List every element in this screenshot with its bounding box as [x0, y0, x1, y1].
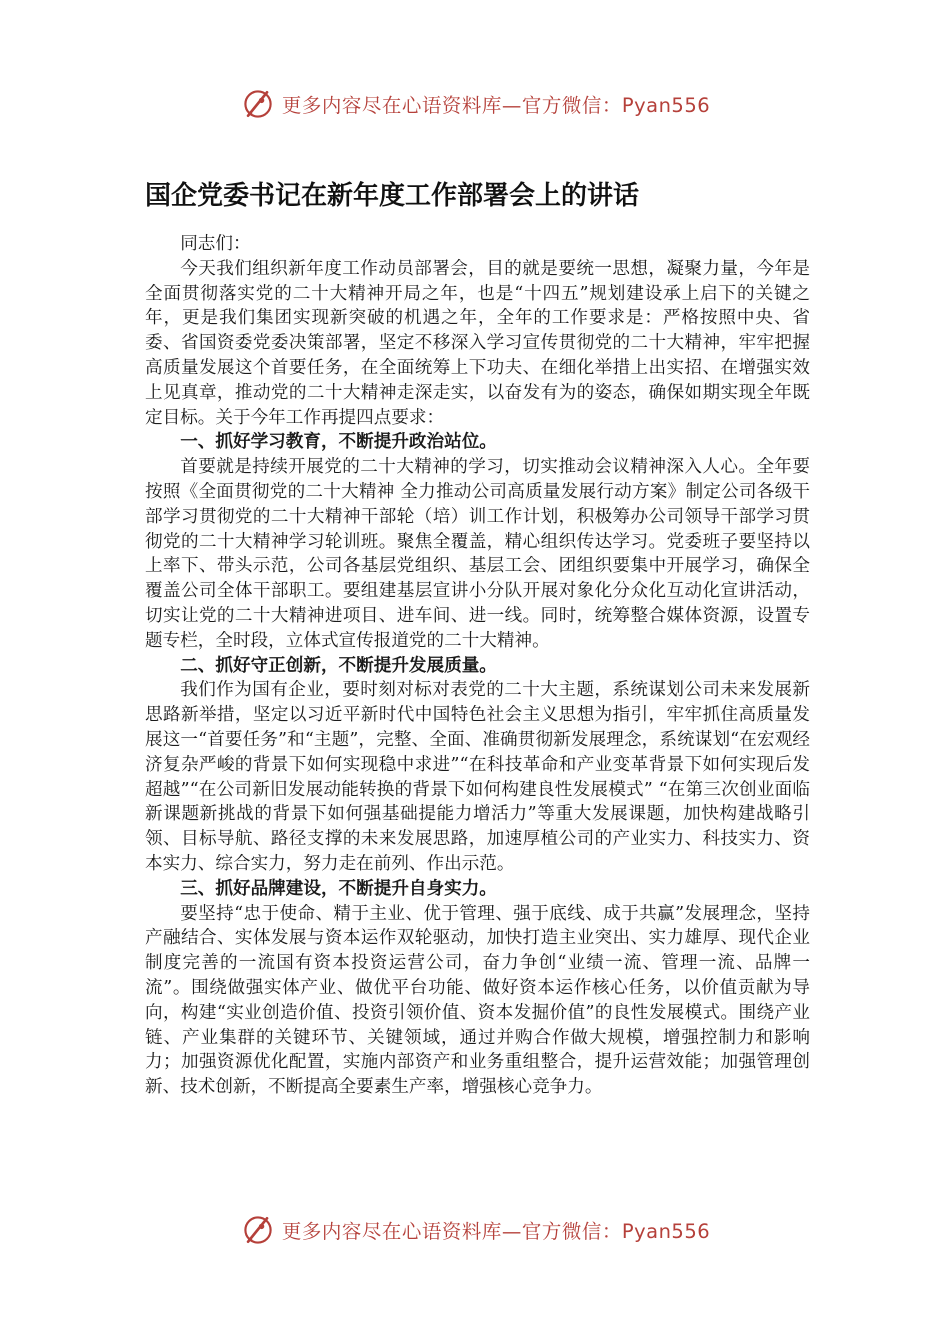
watermark-text: 更多内容尽在心语资料库—官方微信：Pyan556 — [281, 94, 711, 117]
section-heading: 一、抓好学习教育，不断提升政治站位。 — [180, 431, 497, 453]
watermark-text: 更多内容尽在心语资料库—官方微信：Pyan556 — [281, 1220, 711, 1243]
paragraph: 同志们： — [180, 234, 251, 254]
watermark-banner-top — [0, 84, 950, 124]
pen-logo-icon — [240, 1212, 276, 1248]
section-heading: 二、抓好守正创新，不断提升发展质量。 — [180, 654, 497, 676]
section-heading: 三、抓好品牌建设，不断提升自身实力。 — [180, 877, 497, 899]
document-page — [145, 178, 810, 1100]
paragraph: 今天我们组织新年度工作动员部署会，目的就是要统一思想，凝聚力量，今年是全面贯彻落实党的二十大精神开局之年，也是“十四五”规划建设承上启下的关键之年，更是我们集团实现新突破的机遇之年，全年的工作要求是：严格按照中央、省委、省国资委党委决策部署，坚定不移深入学习宣传贯彻党的二十大精神，牢牢把握高质量发展这个首要任务，在全面统筹上下功夫、在细化举措上出实招、在增强实效上见真章，推动党的二十大精神走深走实，以奋发有为的姿态，确保如期实现全年既定目标。关于今年工作再提四点要求： — [145, 258, 810, 428]
document-body — [145, 232, 810, 1100]
document-title: 国企党委书记在新年度工作部署会上的讲话 — [145, 181, 640, 211]
paragraph: 我们作为国有企业，要时刻对标对表党的二十大主题，系统谋划公司未来发展新思路新举措，坚定以习近平新时代中国特色社会主义思想为指引，牢牢抓住高质量发展这一“首要任务”和“主题”，完整、全面、准确贯彻新发展理念，系统谋划“在宏观经济复杂严峻的背景下如何实现稳中求进”“在科技革命和产业变革背景下如何实现后发超越”“在公司新旧发展动能转换的背景下如何构建良性发展模式” “在第三次创业面临新课题新挑战的背景下如何强基础提能力增活力”等重大发展课题，加快构建战略引领、目标导航、路径支撑的未来发展思路，加速厚植公司的产业实力、科技实力、资本实力、综合实力，努力走在前列、作出示范。 — [145, 680, 810, 874]
watermark-banner-bottom — [0, 1210, 950, 1250]
paragraph: 要坚持“忠于使命、精于主业、优于管理、强于底线、成于共赢”发展理念，坚持产融结合、实体发展与资本运作双轮驱动，加快打造主业突出、实力雄厚、现代企业制度完善的一流国有资本投资运营公司，奋力争创“业绩一流、管理一流、品牌一流”。围绕做强实体产业、做优平台功能、做好资本运作核心任务，以价值贡献为导向，构建“实业创造价值、投资引领价值、资本发掘价值”的良性发展模式。围绕产业链、产业集群的关键环节、关键领域，通过并购合作做大规模，增强控制力和影响力；加强资源优化配置，实施内部资产和业务重组整合，提升运营效能；加强管理创新、技术创新，不断提高全要素生产率，增强核心竞争力。 — [145, 903, 810, 1098]
pen-logo-icon — [240, 86, 276, 122]
paragraph: 首要就是持续开展党的二十大精神的学习，切实推动会议精神深入人心。全年要按照《全面贯彻党的二十大精神 全力推动公司高质量发展行动方案》制定公司各级干部学习贯彻党的二十大精神干部轮（培）训工作计划，积极筹办公司领导干部学习贯彻党的二十大精神学习轮训班。聚焦全覆盖，精心组织传达学习。党委班子要坚持以上率下、带头示范，公司各基层党组织、基层工会、团组织要集中开展学习，确保全覆盖公司全体干部职工。要组建基层宣讲小分队开展对象化分众化互动化宣讲活动，切实让党的二十大精神进项目、进车间、进一线。同时，统筹整合媒体资源，设置专题专栏，全时段，立体式宣传报道党的二十大精神。 — [145, 457, 810, 651]
